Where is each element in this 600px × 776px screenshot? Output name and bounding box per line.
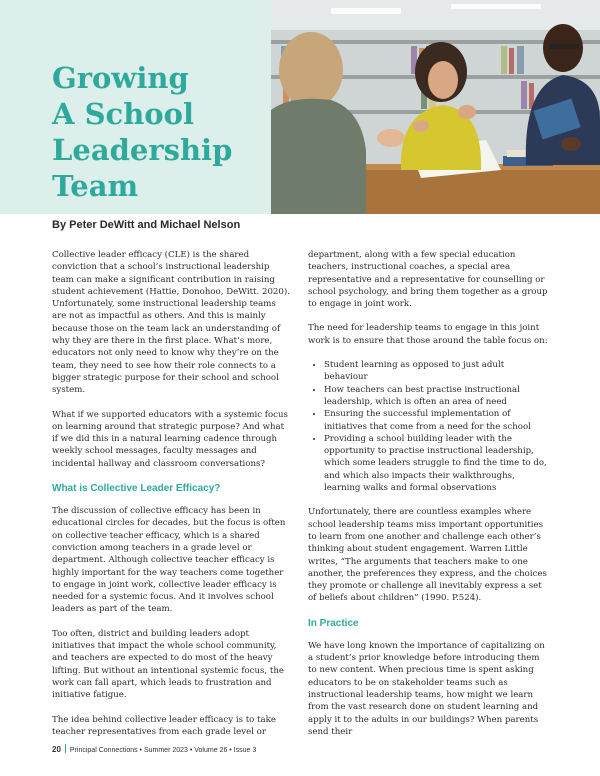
column-right bbox=[308, 249, 548, 750]
page-footer bbox=[52, 744, 256, 754]
byline: By Peter DeWitt and Michael Nelson bbox=[52, 219, 241, 231]
paragraph: The need for leadership teams to engage in this joint work is to ensure that those around the table focus on: bbox=[308, 323, 548, 346]
paragraph: Unfortunately, there are countless examples where school leadership teams miss important opportunities to learn from one another and challenge each other’s thinking about student engagement. Warren Little writes, “The arguments that teachers make to one another, the preferences they express, and the choices they promote or challenge all inevitably express a set of beliefs about children” (1990. P.524). bbox=[308, 507, 547, 604]
list-item: • How teachers can best practise instructional leadership, which is often an area of need bbox=[324, 384, 548, 409]
paragraph: What if we supported educators with a systemic focus on learning around that strategic purpose? And what if we did this in a natural learning cadence through weekly school messages, faculty messages and incidental hallway and classroom conversations? bbox=[52, 409, 288, 469]
article-header bbox=[0, 0, 600, 214]
header-photo bbox=[271, 0, 600, 214]
paragraph: The discussion of collective efficacy has been in educational circles for decades, but the focus is often on collective teacher efficacy, which is a shared conviction among teachers in a grade level or department. Although collective teacher efficacy is highly important for the way teachers come together to engage in joint work, collective leader efficacy is needed for a systemic focus. And it involves school leaders as part of the team. bbox=[52, 506, 286, 615]
list-item: • Ensuring the successful implementation of initiatives that come from a need for the school bbox=[324, 408, 548, 433]
title-line: A School bbox=[52, 97, 194, 131]
publication-info: Principal Connections • Summer 2023 • Volume 26 • Issue 3 bbox=[69, 747, 257, 754]
footer-divider bbox=[65, 744, 66, 753]
section-heading: In Practice bbox=[308, 617, 359, 629]
bullet-list bbox=[308, 359, 548, 494]
paragraph: We have long known the importance of capitalizing on a student’s prior knowledge before introducing them to new content. When precious time is spent asking educators to be on stakeholder teams such as instructional leadership teams, how might we learn from the vast research done on student learning and apply it to the adults in our buildings? When parents send their bbox=[308, 640, 545, 737]
article-title bbox=[52, 60, 282, 204]
column-left bbox=[52, 249, 291, 750]
page-number: 20 bbox=[52, 745, 61, 754]
title-line: Team bbox=[52, 169, 139, 203]
title-line: Growing bbox=[52, 61, 189, 95]
paragraph: Collective leader efficacy (CLE) is the shared conviction that a school’s instructional leadership team can make a significant contribution in raising student achievement (Hattie, Donohoo, DeWitt. 2020). Unfortunately, some instructional leadership teams are not as impactful as others. And this is mainly because those on the team lack an understanding of why they are there in the first place. What’s more, educators not only need to know why they’re on the team, they need to see how their role connects to a bigger strategic purpose for their school and school system. bbox=[52, 250, 290, 396]
title-line: Leadership bbox=[52, 133, 233, 167]
paragraph: Too often, district and building leaders adopt initiatives that impact the whole school community, and teachers are expected to do most of the heavy lifting. But without an intentional systemic focus, the work can fall apart, which leads to frustration and initiative fatigue. bbox=[52, 628, 284, 701]
paragraph: The idea behind collective leader efficacy is to take teacher representatives from each grade level or bbox=[52, 714, 276, 737]
photo-illustration bbox=[271, 0, 600, 214]
list-item: • Student learning as opposed to just adult behaviour bbox=[324, 359, 548, 384]
list-item: • Providing a school building leader with the opportunity to practise instructional leadership, which some leaders struggle to find the time to do, and which also impacts their walkthroughs, learning walks and formal observations bbox=[324, 433, 548, 494]
section-heading: What is Collective Leader Efficacy? bbox=[52, 483, 221, 495]
paragraph: department, along with a few special education teachers, instructional coaches, a special area representative and a representative for counselling or school psychology, and bring them together as a group to engage in joint work. bbox=[308, 250, 548, 310]
